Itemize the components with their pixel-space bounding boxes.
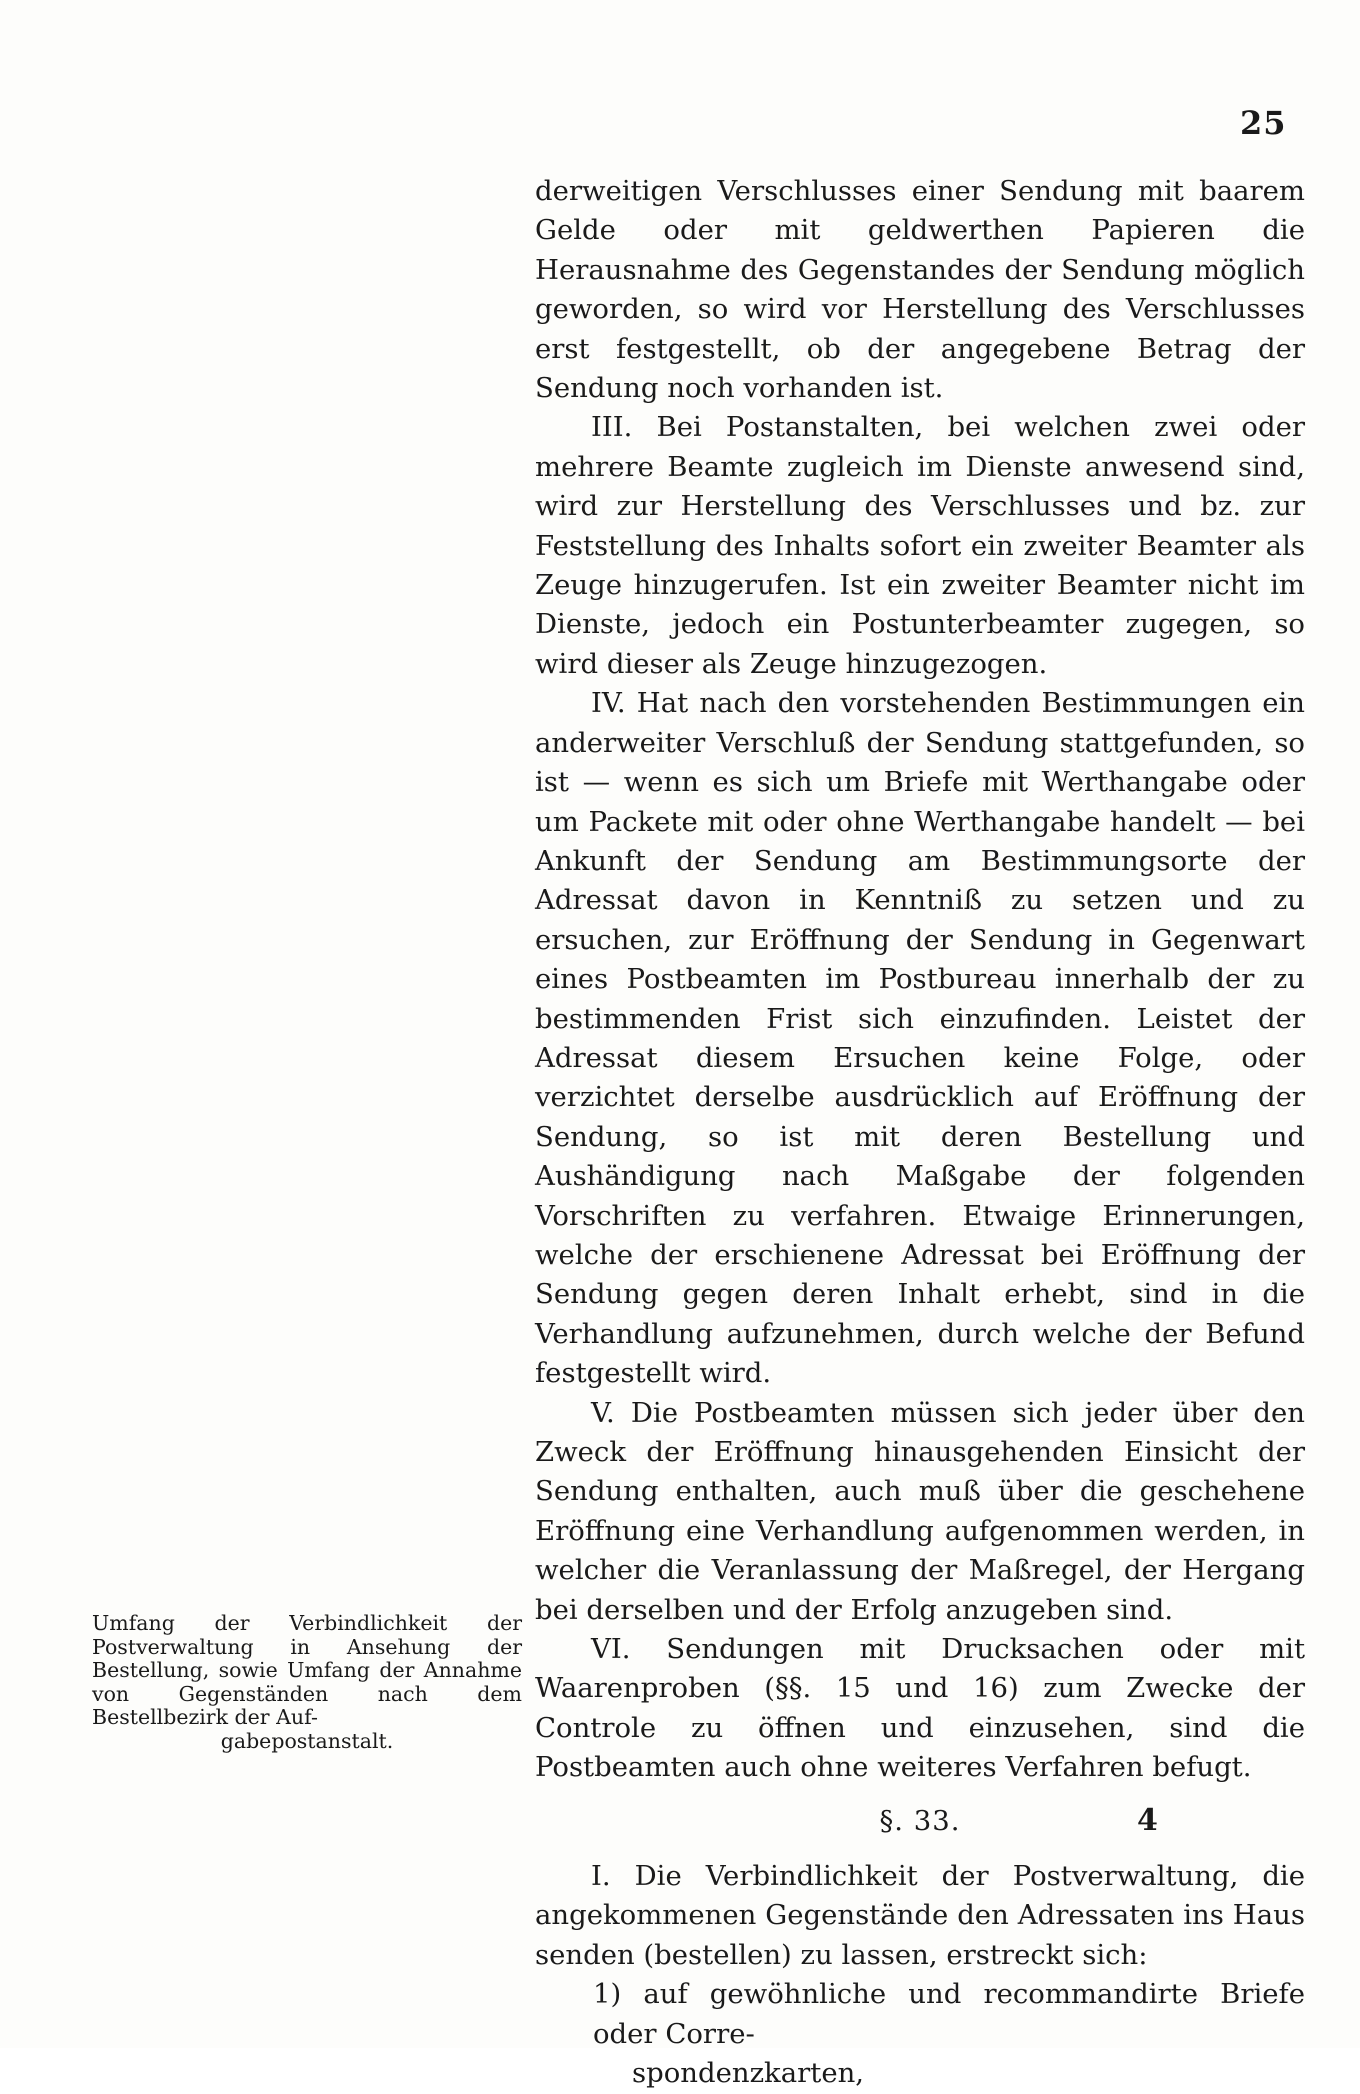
margin-note-last-line: gabepostanstalt. xyxy=(220,1728,394,1753)
section-paragraph-i: I. Die Verbindlichkeit der Postverwaltung, die angekommenen Gegenstände den Adressaten ins Haus senden (bestellen) zu lassen, erstreckt sich: xyxy=(535,1860,1305,1971)
paragraph-v: V. Die Postbeamten müssen sich jeder über den Zweck der Eröffnung hinausgehenden Einsicht der Sendung enthalten, auch muß über die geschehene Eröffnung eine Verhandlung aufgenommen werden, in welcher die Veranlassung der Maßregel, der Hergang bei derselben und der Erfolg anzugeben sind. xyxy=(535,1396,1305,1626)
signature-mark: 4 xyxy=(1137,1803,1158,1838)
list-item-1 xyxy=(535,1975,1305,2054)
page-number: 25 xyxy=(1240,104,1287,142)
margin-note xyxy=(92,1612,522,1753)
main-text-column xyxy=(535,172,1305,2094)
margin-note-text: Umfang der Verbindlichkeit der Postverwaltung in Ansehung der Bestellung, sowie Umfang der Annahme von Gegenständen nach dem Bestellbezirk der Auf- xyxy=(92,1611,522,1729)
list-item-1-continuation: spondenzkarten, xyxy=(632,2057,865,2090)
list-item-1-text: 1) auf gewöhnliche und recommandirte Briefe oder Corre- xyxy=(593,1978,1305,2050)
paragraph-iii: III. Bei Postanstalten, bei welchen zwei oder mehrere Beamte zugleich im Dienste anwesend sind, wird zur Herstellung des Verschlusses und bz. zur Feststellung des Inhalts sofort ein zweiter Beamter als Zeuge hinzugerufen. Ist ein zweiter Beamter nicht im Dienste, jedoch ein Postunterbeamter zugegen, so wird dieser als Zeuge hinzugezogen. xyxy=(535,411,1305,680)
section-heading: §. 33. xyxy=(879,1804,961,1837)
paragraph-iv: IV. Hat nach den vorstehenden Bestimmungen ein anderweiter Verschluß der Sendung stattgefunden, so ist — wenn es sich um Briefe mit Werthangabe oder um Packete mit oder ohne Werthangabe handelt — bei Ankunft der Sendung am Bestimmungsorte der Adressat davon in Kenntniß zu setzen und zu ersuchen, zur Eröffnung der Sendung in Gegenwart eines Postbeamten im Postbureau innerhalb der zu bestimmenden Frist sich einzufinden. Leistet der Adressat diesem Ersuchen keine Folge, oder verzichtet derselbe ausdrücklich auf Eröffnung der Sendung, so ist mit deren Bestellung und Aushändigung nach Maßgabe der folgenden Vorschriften zu verfahren. Etwaige Erinnerungen, welche der erschienene Adressat bei Eröffnung der Sendung gegen deren Inhalt erhebt, sind in die Verhandlung aufzunehmen, durch welche der Befund festgestellt wird. xyxy=(535,687,1305,1390)
paragraph-continuation: derweitigen Verschlusses einer Sendung mit baarem Gelde oder mit geldwerthen Papieren die Herausnahme des Gegenstandes der Sendung möglich geworden, so wird vor Herstellung des Verschlusses erst festgestellt, ob der angegebene Betrag der Sendung noch vorhanden ist. xyxy=(535,175,1305,405)
paragraph-vi: VI. Sendungen mit Drucksachen oder mit Waarenproben (§§. 15 und 16) zum Zwecke der Controle zu öffnen und einzusehen, sind die Postbeamten auch ohne weiteres Verfahren befugt. xyxy=(535,1633,1305,1784)
